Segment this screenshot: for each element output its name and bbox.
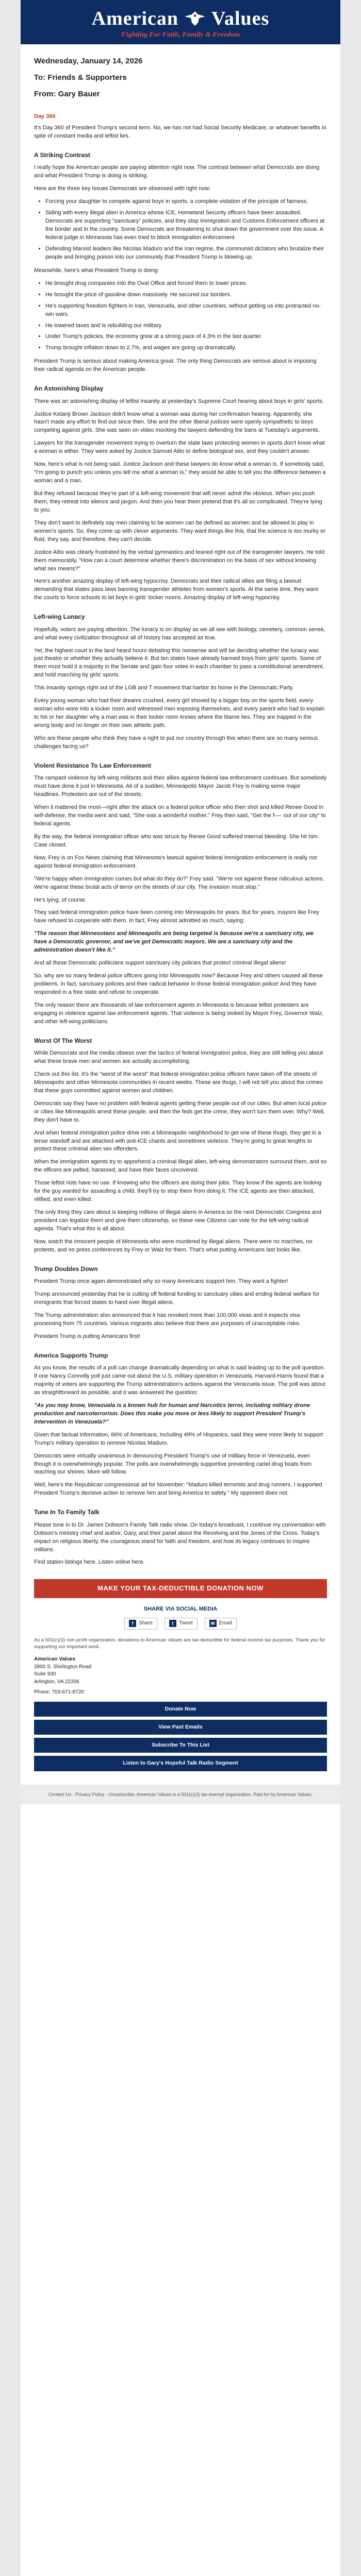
frey-quote: "We're happy when immigration comes but what do they do?" Frey said. "We're not against these ridiculous actions. We're against these brutal acts of terror on the streets of our city. The invasion must stop." xyxy=(34,875,324,890)
email-to: To: Friends & Supporters xyxy=(34,73,127,82)
station-listings-link[interactable]: Find station listings here. Listen online here. xyxy=(34,1559,145,1566)
email-footer[interactable]: Contact Us · Privacy Policy · Unsubscribe. American Values is a 501(c)(3) tax-exempt organization. Paid for by American Values. xyxy=(21,1785,340,1804)
list-item: • Forcing your daughter to compete against boys in sports, a complete violation of the principle of fairness. xyxy=(45,198,327,206)
paragraph: Democrats were virtually unanimous in denouncing President Trump's use of military force in Venezuela, even though it is overwhelmingly popular. The polls are overwhelmingly supportive preventing cartel drug boats from reaching our shores. More will follow. xyxy=(34,1452,311,1476)
paragraph: Yet, the highest court in the land heard hours debating this nonsense and will be deciding whether the lunacy was just theatre or whether they actually believe it. But ten states have already banned boys from girls' sports. Some of them must hold it a majority in the Senate and gain four votes in each chamber to pass a constitutional amendment, and hold marching by girls' sports. xyxy=(34,647,324,679)
twitter-icon: t xyxy=(169,1620,176,1627)
logo-right-text: Values xyxy=(211,8,270,29)
share-twitter-button[interactable] xyxy=(165,1618,198,1630)
day-counter: Day 360 xyxy=(34,113,56,120)
paragraph: President Trump once again demonstrated why so many Americans support him. They want a fighter! xyxy=(34,1278,288,1285)
paragraph: He's lying, of course. xyxy=(34,896,87,903)
section-title-astonishing-display: An Astonishing Display xyxy=(34,385,104,393)
paragraph: Democrats say they have no problem with federal agents getting these people out of our cities. But when local police or cities like Minneapolis arrest these people, and then the feds get the crime, they won't turn them over. Why? Well, they don't have to. xyxy=(34,1100,326,1123)
list-item: • Siding with every illegal alien in America whose ICE, Homeland Security officers have been assaulted. Democrats are supporting "sanctuary" policies, and they stop Immigration and Customs Enforcement officers at the border and in the country. Some Democrats are threatening to shut down the government over this issue. A federal judge in Minnesota has even tried to block immigration enforcement. xyxy=(45,209,327,242)
address-line: Suite 930 xyxy=(34,1671,56,1677)
phone: Phone: 703-671-8720 xyxy=(34,1689,84,1696)
list-item: • He lowered taxes and is rebuilding our military. xyxy=(45,322,327,330)
list-item: • He brought the price of gasoline down massively. He secured our borders. xyxy=(45,291,327,299)
tax-disclaimer: As a 501(c)(3) non-profit organization, donations to American Values are tax-deductible for federal income tax purposes. Thank you for supporting our important work. xyxy=(34,1637,325,1650)
facebook-icon: f xyxy=(129,1620,136,1627)
section-title-family-talk: Tune In To Family Talk xyxy=(34,1509,100,1516)
paragraph: By the way, the federal immigration officer who was struck by Renee Good suffered internal bleeding. She hit him. Case closed. xyxy=(34,833,319,848)
share-label: Tweet xyxy=(178,1620,193,1626)
paragraph: Who are these people who think they have a right to put our country through this when there are so many serious challenges facing us? xyxy=(34,735,318,750)
nav-past-emails-button[interactable]: View Past Emails xyxy=(34,1720,327,1735)
paragraph: And when federal immigration police drive into a Minneapolis neighborhood to get one of these thugs, they get in a tense standoff and are attacked with anti-ICE chants and sometimes violence. They're going to great lengths to protect these criminal alien sex offenders. xyxy=(34,1129,321,1153)
section-title-trump-doubles-down: Trump Doubles Down xyxy=(34,1265,98,1273)
section-title-left-wing-lunacy: Left-wing Lunacy xyxy=(34,613,85,621)
address-line: Arlington, VA 22206 xyxy=(34,1679,79,1685)
paragraph: This insanity springs right out of the LGB and T movement that harbor its home in the Democratic Party. xyxy=(34,685,294,691)
list-item: • Under Trump's policies, the economy grew at a strong pace of 4.3% in the last quarter. xyxy=(45,333,327,341)
email-body xyxy=(21,44,340,1785)
paragraph: Well, here's the Republican congressional ad for November: "Maduro killed terrorists and drug runners. I supported President Trump's decisive action to remove him and bring America to safety." My opponent does not. xyxy=(34,1482,322,1497)
email-container xyxy=(21,0,340,2576)
paragraph: President Trump is serious about making America great. The only thing Democrats are serious about is imposing their radical agenda on the American people. xyxy=(34,358,317,373)
paragraph: And all these Democratic politicians support sanctuary city policies that protect criminal illegal aliens! xyxy=(34,960,286,967)
nav-donate-button[interactable]: Donate Now xyxy=(34,1702,327,1717)
email-from: From: Gary Bauer xyxy=(34,89,100,98)
share-label: Share xyxy=(139,1620,153,1626)
paragraph: Meanwhile, here's what President Trump is doing: xyxy=(34,267,159,274)
section-title-striking-contrast: A Striking Contrast xyxy=(34,151,90,159)
eagle-icon xyxy=(184,9,206,28)
paragraph: Here are the three key issues Democrats are obsessed with right now: xyxy=(34,185,211,192)
tagline: Fighting For Faith, Family & Freedom xyxy=(121,31,240,39)
section-title-violent-resistance: Violent Resistance To Law Enforcement xyxy=(34,761,151,769)
logo-left-text: American xyxy=(91,8,179,29)
paragraph: They don't want to definitely say men claiming to be women can be defined as women and be allowed to play in women's sports. So, they come up with clever arguments. They want things like this, that the science is too murky or fluid, they say, and therefore, they can't decide. xyxy=(34,519,325,543)
paragraph: I really hope the American people are paying attention right now. The contrast between what Democrats are doing and what President Trump is doing is striking. xyxy=(34,164,320,179)
logo[interactable] xyxy=(21,7,340,30)
share-label: Email xyxy=(219,1620,232,1626)
share-title: SHARE VIA SOCIAL MEDIA xyxy=(143,1606,218,1613)
list-item: • Defending Marxist leaders like Nicolas Maduro and the Iran regime, the communist dictators who brutalize their people and bringing poison into our community that President Trump is blowing up. xyxy=(45,245,327,262)
paragraph: Those leftist riots have no use. If knowing who the officers are doing their jobs. They know if the agents are looking for the guy wanted for assaulting a child, they'll try to stop them from doing it. The ICE agents are then attacked, vilified, and even killed. xyxy=(34,1180,322,1203)
paragraph: Here's another amazing display of left-wing hypocrisy. Democrats and their radical allies are filing a lawsuit demanding that states pass laws banning transgender athletes from women's sports. At the same time, they want the courts to force schools to let boys in girls' locker rooms. Amazing display of left-wing hypocrisy. xyxy=(34,578,318,601)
paragraph: Now, here's what is not being said. Justice Jackson and these lawyers do know what a woman is. If somebody said, "I'm going to punch you unless you tell me what a woman is," they would be able to tell you the difference between a woman and a man. xyxy=(34,461,326,484)
paragraph: Please tune in to Dr. James Dobson's Family Talk radio show. On today's broadcast, I continue my conversation with Dobson's ministry chief and author, Gary, and their panel about the Revolving and the Jones of the Cross. Today's impact on religious liberty, the courageous stand for faith and freedom, and how its legacy continues to inspire millions. xyxy=(34,1521,326,1553)
nav-radio-button[interactable]: Listen to Gary's Hopeful Talk Radio Segment xyxy=(34,1756,327,1771)
org-name: American Values xyxy=(34,1656,76,1663)
paragraph: The Trump administration also announced that it has revoked more than 100,000 visas and it expects visa processing from 75 countries. Various migrants also believe that there are purposes of unacceptable risks. xyxy=(34,1312,301,1327)
paragraph: But they refused because they're part of a left-wing movement that will never admit the obvious. When you push them, they retreat into silence and jargon. And then you hear them pretend that it's all so complicated. They're lying to you. xyxy=(34,490,322,513)
paragraph: Lawyers for the transgender movement trying to overturn the state laws protecting women in sports don't know what a woman is either. They were asked by Justice Samuel Alito to define biological sex, and they couldn't answer. xyxy=(34,440,325,455)
paragraph: The rampant violence by left-wing militants and their allies against federal law enforcement continues. But somebody must have done it just in Minnesota. All of a sudden, Minneapolis Mayor Jacob Frey is making some major headlines. Protesters are out of the streets. xyxy=(34,775,327,798)
paragraph: The only thing they care about is keeping millions of illegal aliens in America so the next Democratic Congress and president can legalize them and give them citizenship, so these new Citizens can vote for the left-wing radical agenda. That's what this is all about. xyxy=(34,1209,322,1232)
paragraph: So, why are so many federal police officers going into Minneapolis now? Because Frey and others caused all these problems. In fact, sanctuary policies and their radical behavior in those federal immigration police! And they have responded in a free state and refuse to cooperate. xyxy=(34,973,323,995)
email-date: Wednesday, January 14, 2026 xyxy=(34,57,143,65)
share-facebook-button[interactable] xyxy=(124,1618,157,1630)
intro-paragraph: It's Day 360 of President Trump's second term. No, we has not had Social Security Medicare, or whatever benefits in spite of constant media and leftist lies. xyxy=(34,125,326,140)
paragraph: There was an astonishing display of leftist insanity at yesterday's Supreme Court hearing about boys in girls' sports. xyxy=(34,398,324,404)
email-header xyxy=(21,0,340,44)
paragraph: Justice Alito was clearly frustrated by the verbal gymnastics and leaned right out of the transgender lawyers. He told them memorably, "How can a court determine whether there's discrimination on the basis of sex without knowing what sex means?" xyxy=(34,549,325,572)
address-line: 2800 S. Shirlington Road xyxy=(34,1664,92,1670)
section-title-worst-of-worst: Worst Of The Worst xyxy=(34,1037,92,1044)
democrat-issues-list xyxy=(34,198,327,262)
share-email-button[interactable] xyxy=(205,1618,237,1630)
paragraph: Hopefully, voters are paying attention. The lunacy is on display as we all see with biology, cemetery, common sense, and what every civilization throughout all of history has accepted as true. xyxy=(34,626,325,641)
trump-actions-list xyxy=(34,280,327,353)
email-icon: ✉ xyxy=(209,1620,217,1627)
donate-button[interactable]: MAKE YOUR TAX-DEDUCTIBLE DONATION NOW xyxy=(34,1579,327,1598)
paragraph: Check out this list. It's the "worst of the worst" that federal immigration police officers have taken off the streets of Minneapolis and other Minnesota communities in recent weeks. These are thugs. I will not tell you about the crimes that these guys committed against women and children. xyxy=(34,1071,323,1094)
nav-subscribe-button[interactable]: Subscribe To This List xyxy=(34,1738,327,1753)
section-title-america-supports-trump: America Supports Trump xyxy=(34,1351,108,1359)
paragraph: Now, watch the innocent people of Minnesota who were murdered by illegal aliens. There were no marches, no protests, and no press conferences by Frey or Walz for them. That's what putting Americans last looks like. xyxy=(34,1238,313,1253)
paragraph: President Trump is putting Americans first! xyxy=(34,1333,141,1340)
paragraph: When it mattered the most—right after the attack on a federal police officer who then shot and killed Renee Good in self-defense, the media went and said, "She was a wonderful mother." Frey then said, "Get the f—- out of our city" to federal agents. xyxy=(34,804,326,827)
paragraph: Justice Ketanji Brown Jackson didn't know what a woman was during her confirmation hearing. Apparently, she hasn't made any effort to find out since then. She and the other liberal justices were openly sympathetic to boys competing against girls. She was seen on video mocking the lawyers defending the bans at Tuesday's arguments. xyxy=(34,411,320,434)
paragraph: The only reason there are thousands of law enforcement agents in Minnesota is because leftist protesters are engaging in violence against law enforcement agents. That violence is being stoked by Mayor Frey, Governor Walz, and other left-wing politicians. xyxy=(34,1002,324,1025)
list-item: • He brought drug companies into the Oval Office and forced them to lower prices. xyxy=(45,280,327,288)
list-item: • He's supporting freedom fighters in Iran, Venezuela, and other countries, without getting us into protracted no-win wars. xyxy=(45,302,327,319)
share-buttons xyxy=(34,1618,327,1630)
paragraph: As you know, the results of a poll can change dramatically depending on what is said leading up to the poll question. If one Nancy Connolly poll just came out about the U.S. military operation in Venezuela, Harvard-Harris found that a majority of voters are supporting the Trump administration's actions against the Venezuela issue. The poll was about as straightforward as possible, and it was answered the question: xyxy=(34,1365,326,1396)
paragraph: Every young woman who had their dreams crushed, every girl shoved by a bigger boy on the sports field, every woman who wore into a locker room and witnessed men exposing themselves, and every parent who had to explain to his or her daughter why a man was in their locker room knows where the blame lies. They are trapped in the wrong body and no longer on their own athletic path. xyxy=(34,698,325,729)
paragraph: While Democrats and the media obsess over the tactics of federal immigration police, they are still telling you about what these brave men and women are actually accomplishing. xyxy=(34,1050,323,1065)
frey-bold-quote: "The reason that Minnesotans and Minneapolis are being targeted is because we're a sanctuary city, we have a Democratic governor, and we've got Democratic mayors. We are a sanctuary city and the administration doesn't like it." xyxy=(34,930,314,954)
paragraph: Given that factual information, 66% of Americans, including 49% of Hispanics, said they were more likely to support Trump's military operation to remove Nicolas Maduro. xyxy=(34,1431,323,1446)
list-item: • Trump brought inflation down to 2.7%, and wages are going up dramatically. xyxy=(45,344,327,352)
paragraph: Now, Frey is on Fox News claiming that Minnesota's lawsuit against federal immigration enforcement is really not against federal immigration enforcement. xyxy=(34,854,317,869)
paragraph: They said federal immigration police have been coming into Minneapolis for years. But for years, mayors like Frey have refused to cooperate with them. In fact, Frey almost admitted as much, saying: xyxy=(34,909,319,924)
paragraph: Trump announced yesterday that he is cutting off federal funding to sanctuary cities and ending federal welfare for immigrants that forced states to hand over illegal aliens. xyxy=(34,1291,320,1306)
mailing-address xyxy=(34,1656,327,1697)
paragraph: When the immigration agents try to apprehend a criminal illegal alien, left-wing demonstrators surround them, and so the officers are pelted, harassed, and have their faces uncovered. xyxy=(34,1159,327,1174)
poll-question-quote: "As you may know, Venezuela is a known hub for human and Narcotics terror, including military drone production and narcoterrorism. Does this make you more or less likely to support President Trump's intervention in Venezuela?" xyxy=(34,1402,310,1425)
